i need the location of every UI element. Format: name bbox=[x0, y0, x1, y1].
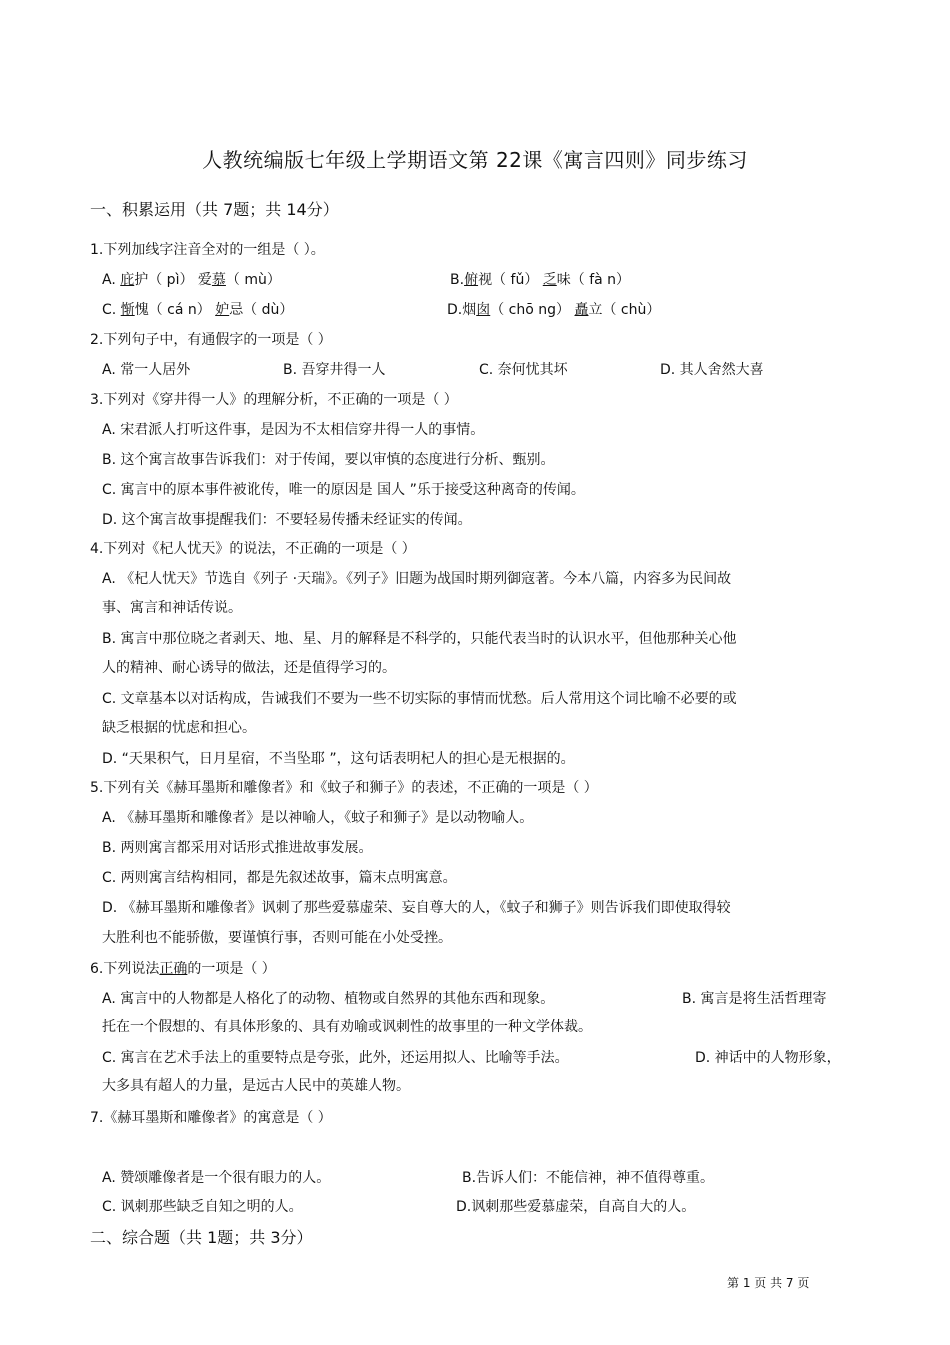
question-3-stem: 3.下列对《穿井得一人》的理解分析，不正确的一项是（ ） bbox=[90, 392, 458, 408]
q2-option-a: A. 常一人居外 bbox=[102, 362, 191, 378]
page-footer: 第 1 页 共 7 页 bbox=[727, 1276, 810, 1290]
question-2-stem: 2.下列句子中，有通假字的一项是（ ） bbox=[90, 332, 332, 348]
question-7-stem: 7.《赫耳墨斯和雕像者》的寓意是（ ） bbox=[90, 1110, 332, 1126]
question-4-stem: 4.下列对《杞人忧天》的说法，不正确的一项是（ ） bbox=[90, 541, 416, 557]
q5-option-b: B. 两则寓言都采用对话形式推进故事发展。 bbox=[102, 840, 373, 856]
q5-option-d-line2: 大胜利也不能骄傲，要谨慎行事，否则可能在小处受挫。 bbox=[102, 930, 452, 946]
q6-option-d-line2: 大多具有超人的力量，是远古人民中的英雄人物。 bbox=[102, 1078, 410, 1094]
q1-option-a: A. 庇护（ pì） 爱慕（ mù） bbox=[102, 272, 281, 288]
q1-option-c: C. 惭愧（ cá n） 妒忌（ dù） bbox=[102, 302, 294, 318]
page-title: 人教统编版七年级上学期语文第 22课《寓言四则》同步练习 bbox=[202, 148, 748, 172]
q4-option-c-line2: 缺乏根据的忧虑和担心。 bbox=[102, 720, 256, 736]
q1-option-d: D.烟囱（ chō ng） 矗立（ chù） bbox=[447, 302, 661, 318]
q6-option-d-line1: D. 神话中的人物形象， bbox=[695, 1050, 841, 1066]
q6-option-b-line2: 托在一个假想的、有具体形象的、具有劝喻或讽刺性的故事里的一种文学体裁。 bbox=[102, 1019, 592, 1035]
q4-option-a-line2: 事、寓言和神话传说。 bbox=[102, 600, 242, 616]
q3-option-c: C. 寓言中的原本事件被讹传，唯一的原因是 国人 ”乐于接受这种离奇的传闻。 bbox=[102, 482, 585, 498]
question-1-stem: 1.下列加线字注音全对的一组是（ ）。 bbox=[90, 242, 325, 258]
q1-option-b: B.俯视（ fǔ） 乏味（ fà n） bbox=[450, 272, 631, 288]
q6-option-b-line1: B. 寓言是将生活哲理寄 bbox=[682, 991, 827, 1007]
section-heading-2: 二、综合题（共 1题；共 3分） bbox=[90, 1228, 313, 1247]
q5-option-d-line1: D. 《赫耳墨斯和雕像者》讽刺了那些爱慕虚荣、妄自尊大的人，《蚊子和狮子》则告诉我们即使取得较 bbox=[102, 900, 731, 916]
q3-option-d: D. 这个寓言故事提醒我们：不要轻易传播未经证实的传闻。 bbox=[102, 512, 472, 528]
q5-option-c: C. 两则寓言结构相同，都是先叙述故事，篇末点明寓意。 bbox=[102, 870, 457, 886]
q7-option-d: D.讽刺那些爱慕虚荣，自高自大的人。 bbox=[456, 1199, 696, 1215]
q4-option-c-line1: C. 文章基本以对话构成，告诫我们不要为一些不切实际的事情而忧愁。后人常用这个词比喻不必要的或 bbox=[102, 691, 737, 707]
question-6-stem: 6.下列说法正确的一项是（ ） bbox=[90, 961, 276, 977]
q3-option-a: A. 宋君派人打听这件事，是因为不太相信穿井得一人的事情。 bbox=[102, 422, 485, 438]
q4-option-a-line1: A. 《杞人忧天》节选自《列子 ·天瑞》。《列子》旧题为战国时期列御寇著。今本八篇，内容多为民间故 bbox=[102, 571, 732, 587]
q3-option-b: B. 这个寓言故事告诉我们：对于传闻，要以审慎的态度进行分析、甄别。 bbox=[102, 452, 555, 468]
q5-option-a: A. 《赫耳墨斯和雕像者》是以神喻人，《蚊子和狮子》是以动物喻人。 bbox=[102, 810, 534, 826]
q7-option-b: B.告诉人们：不能信神，神不值得尊重。 bbox=[462, 1170, 715, 1186]
q6-option-a: A. 寓言中的人物都是人格化了的动物、植物或自然界的其他东西和现象。 bbox=[102, 991, 555, 1007]
section-heading-1: 一、积累运用（共 7题；共 14分） bbox=[90, 200, 339, 219]
q4-option-b-line1: B. 寓言中那位晓之者剥天、地、星、月的解释是不科学的，只能代表当时的认识水平，但他那种关心他 bbox=[102, 631, 737, 647]
q7-option-a: A. 赞颂雕像者是一个很有眼力的人。 bbox=[102, 1170, 331, 1186]
q7-option-c: C. 讽刺那些缺乏自知之明的人。 bbox=[102, 1199, 303, 1215]
q6-option-c: C. 寓言在艺术手法上的重要特点是夸张，此外，还运用拟人、比喻等手法。 bbox=[102, 1050, 569, 1066]
q2-option-c: C. 奈何忧其坏 bbox=[479, 362, 568, 378]
q4-option-d: D. “天果积气，日月星宿，不当坠耶 ”，这句话表明杞人的担心是无根据的。 bbox=[102, 751, 575, 767]
q4-option-b-line2: 人的精神、耐心诱导的做法，还是值得学习的。 bbox=[102, 660, 396, 676]
q2-option-b: B. 吾穿井得一人 bbox=[283, 362, 386, 378]
question-5-stem: 5.下列有关《赫耳墨斯和雕像者》和《蚊子和狮子》的表述，不正确的一项是（ ） bbox=[90, 780, 598, 796]
q2-option-d: D. 其人舍然大喜 bbox=[660, 362, 764, 378]
